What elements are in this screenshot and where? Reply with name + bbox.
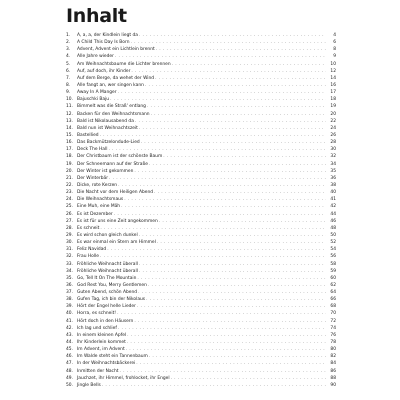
toc-dot-leader bbox=[100, 225, 326, 232]
toc-dot-leader bbox=[110, 96, 326, 103]
toc-entry-number: 34. bbox=[66, 268, 73, 274]
toc-entry bbox=[66, 218, 336, 225]
toc-dot-leader bbox=[145, 82, 326, 89]
toc-entry-number: 48. bbox=[66, 368, 73, 374]
toc-entry-page-number: 48 bbox=[330, 225, 336, 231]
toc-entry-page-number: 42 bbox=[330, 204, 336, 210]
toc-entry-number: 40. bbox=[66, 311, 73, 317]
toc-entry-title: Der Winterbär bbox=[77, 175, 109, 181]
toc-entry-title: Ich lag und schlief bbox=[77, 325, 117, 331]
toc-entry-page-number: 18 bbox=[330, 97, 336, 103]
toc-entry-page-number: 20 bbox=[330, 111, 336, 117]
toc-entry-title: Der Winter ist gekommen bbox=[77, 168, 134, 174]
toc-dot-leader bbox=[163, 153, 326, 160]
toc-entry-number: 24. bbox=[66, 197, 73, 203]
toc-entry bbox=[66, 175, 336, 182]
toc-entry-number: 39. bbox=[66, 304, 73, 310]
page-title: Inhalt bbox=[66, 5, 127, 27]
toc-entry-title: Fröhliche Weihnacht überall bbox=[77, 261, 138, 267]
toc-entry-title: In der Weihnachtsbäckerei bbox=[77, 361, 136, 367]
toc-dot-leader bbox=[118, 325, 326, 332]
toc-entry-number: 50. bbox=[66, 382, 73, 388]
toc-entry-title: A Child This Day Is Born bbox=[77, 40, 130, 46]
toc-entry-title: Alle Jahre wieder bbox=[77, 54, 114, 60]
toc-dot-leader bbox=[134, 168, 326, 175]
toc-entry-number: 44. bbox=[66, 340, 73, 346]
toc-dot-leader bbox=[171, 375, 326, 382]
toc-entry-page-number: 70 bbox=[330, 311, 336, 317]
toc-entry bbox=[66, 189, 336, 196]
toc-entry bbox=[66, 339, 336, 346]
toc-entry-number: 25. bbox=[66, 204, 73, 210]
toc-entry-title: Bald ist Nikolausabend da bbox=[77, 118, 134, 124]
toc-entry-number: 30. bbox=[66, 240, 73, 246]
toc-entry-number: 6. bbox=[66, 68, 71, 74]
toc-entry-page-number: 4 bbox=[333, 33, 336, 38]
toc-entry-page-number: 38 bbox=[330, 182, 336, 188]
toc-entry-page-number: 68 bbox=[330, 304, 336, 310]
toc-entry-page-number: 88 bbox=[330, 375, 336, 381]
toc-entry bbox=[66, 346, 336, 353]
toc-entry bbox=[66, 125, 336, 132]
toc-entry bbox=[66, 318, 336, 325]
toc-entry-title: Jauchzet, ihr Himmel, frohlocket, ihr Engel bbox=[77, 375, 170, 381]
toc-entry-page-number: 28 bbox=[330, 140, 336, 146]
toc-entry-page-number: 62 bbox=[330, 282, 336, 288]
toc-dot-leader bbox=[137, 275, 326, 282]
toc-entry-number: 45. bbox=[66, 347, 73, 353]
toc-entry-number: 26. bbox=[66, 211, 73, 217]
toc-entry-page-number: 40 bbox=[330, 190, 336, 196]
toc-entry-title: Bald nun ist Weihnachtszeit bbox=[77, 125, 138, 131]
toc-dot-leader bbox=[147, 103, 326, 110]
toc-entry-title: Hört der Engel helle Lieder bbox=[77, 304, 136, 310]
toc-entry-page-number: 64 bbox=[330, 290, 336, 296]
toc-entry-title: Im Advent, im Advent bbox=[77, 347, 125, 353]
toc-entry-title: Auf dem Berge, da wehet der Wind bbox=[77, 75, 155, 81]
toc-entry-number: 12. bbox=[66, 111, 73, 117]
toc-entry bbox=[66, 368, 336, 375]
toc-entry bbox=[66, 96, 336, 103]
toc-dot-leader bbox=[141, 139, 326, 146]
toc-entry-page-number: 80 bbox=[330, 347, 336, 353]
toc-entry bbox=[66, 68, 336, 75]
toc-entry-title: Das Backmützelondude-Lied bbox=[77, 140, 140, 146]
toc-entry-number: 47. bbox=[66, 361, 73, 367]
toc-entry-page-number: 72 bbox=[330, 318, 336, 324]
toc-entry bbox=[66, 332, 336, 339]
toc-entry bbox=[66, 303, 336, 310]
toc-entry bbox=[66, 353, 336, 360]
toc-entry-number: 37. bbox=[66, 290, 73, 296]
toc-entry-number: 3. bbox=[66, 47, 71, 53]
toc-dot-leader bbox=[149, 353, 326, 360]
toc-dot-leader bbox=[131, 39, 327, 46]
toc-entry bbox=[66, 53, 336, 60]
toc-dot-leader bbox=[136, 360, 326, 367]
toc-entry-number: 33. bbox=[66, 261, 73, 267]
toc-entry bbox=[66, 168, 336, 175]
toc-entry-number: 23. bbox=[66, 190, 73, 196]
toc-entry bbox=[66, 360, 336, 367]
toc-entry bbox=[66, 139, 336, 146]
toc-dot-leader bbox=[134, 318, 326, 325]
toc-entry-number: 32. bbox=[66, 254, 73, 260]
toc-entry bbox=[66, 375, 336, 382]
toc-entry-number: 22. bbox=[66, 182, 73, 188]
toc-dot-leader bbox=[118, 89, 326, 96]
toc-entry-page-number: 34 bbox=[330, 161, 336, 167]
toc-dot-leader bbox=[127, 332, 326, 339]
toc-entry bbox=[66, 161, 336, 168]
toc-entry-page-number: 14 bbox=[330, 75, 336, 81]
toc-entry bbox=[66, 289, 336, 296]
toc-entry-number: 36. bbox=[66, 282, 73, 288]
toc-dot-leader bbox=[157, 239, 326, 246]
toc-entry-title: Gufen Tag, ich bin der Nikolaus bbox=[77, 297, 146, 303]
toc-entry-page-number: 56 bbox=[330, 254, 336, 260]
toc-entry-title: Der Schneemann auf der Straße bbox=[77, 161, 148, 167]
toc-entry-title: Fröhliche Weihnacht überall bbox=[77, 268, 138, 274]
toc-entry-page-number: 84 bbox=[330, 361, 336, 367]
toc-entry-number: 49. bbox=[66, 375, 73, 381]
toc-entry-number: 27. bbox=[66, 218, 73, 224]
toc-entry-title: Away In A Manger bbox=[77, 90, 117, 96]
toc-entry bbox=[66, 382, 336, 389]
toc-entry-title: Inmitten der Nacht bbox=[77, 368, 119, 374]
toc-entry-page-number: 12 bbox=[330, 68, 336, 74]
toc-entry-title: God Rest You, Merry Gentlemen bbox=[77, 282, 147, 288]
toc-dot-leader bbox=[139, 268, 326, 275]
toc-entry-title: In einem kleinen Apfel bbox=[77, 332, 127, 338]
toc-entry-page-number: 41 bbox=[330, 197, 336, 203]
toc-dot-leader bbox=[107, 246, 326, 253]
toc-entry bbox=[66, 111, 336, 118]
toc-entry-number: 8. bbox=[66, 82, 71, 88]
toc-entry bbox=[66, 132, 336, 139]
toc-dot-leader bbox=[148, 282, 326, 289]
toc-dot-leader bbox=[126, 346, 326, 353]
toc-entry-title: Am Weihnachtsbaume die Lichter brennen bbox=[77, 61, 171, 67]
toc-entry-title: Dicke, rote Kerzen bbox=[77, 182, 118, 188]
toc-entry-page-number: 8 bbox=[333, 47, 336, 53]
toc-entry-title: Es schneit bbox=[77, 225, 100, 231]
toc-entry-page-number: 46 bbox=[330, 218, 336, 224]
toc-entry-page-number: 9 bbox=[333, 54, 336, 60]
toc-entry-title: Horra, es schneit! bbox=[77, 311, 117, 317]
toc-entry bbox=[66, 253, 336, 260]
toc-entry-title: Auf, auf doch, ihr Kinder bbox=[77, 68, 131, 74]
toc-entry bbox=[66, 182, 336, 189]
toc-entry-page-number: 10 bbox=[330, 61, 336, 67]
toc-entry-page-number: 60 bbox=[330, 275, 336, 281]
toc-entry-page-number: 86 bbox=[330, 368, 336, 374]
toc-entry-number: 14. bbox=[66, 125, 73, 131]
toc-entry bbox=[66, 275, 336, 282]
toc-entry-number: 5. bbox=[66, 61, 71, 67]
toc-entry-title: Der Christbaum ist der schönste Baum bbox=[77, 154, 163, 160]
toc-dot-leader bbox=[121, 203, 326, 210]
toc-entry-title: Alle fangt an, wer singen kann bbox=[77, 82, 144, 88]
toc-dot-leader bbox=[114, 211, 326, 218]
toc-dot-leader bbox=[146, 296, 326, 303]
toc-dot-leader bbox=[172, 61, 326, 68]
toc-entry bbox=[66, 153, 336, 160]
toc-entry-page-number: 36 bbox=[330, 175, 336, 181]
toc-entry-page-number: 32 bbox=[330, 154, 336, 160]
toc-entry-number: 20. bbox=[66, 168, 73, 174]
toc-dot-leader bbox=[124, 196, 326, 203]
toc-entry-title: Es ist Dezember bbox=[77, 211, 113, 217]
toc-dot-leader bbox=[138, 289, 326, 296]
toc-dot-leader bbox=[149, 161, 326, 168]
toc-dot-leader bbox=[118, 182, 326, 189]
toc-entry-title: Die Nacht vor dem Heiligen Abend bbox=[77, 190, 154, 196]
toc-entry-number: 19. bbox=[66, 161, 73, 167]
toc-dot-leader bbox=[154, 189, 326, 196]
toc-dot-leader bbox=[155, 75, 326, 82]
toc-dot-leader bbox=[100, 132, 326, 139]
toc-entry-number: 17. bbox=[66, 147, 73, 153]
toc-entry bbox=[66, 146, 336, 153]
toc-dot-leader bbox=[159, 218, 326, 225]
table-of-contents bbox=[66, 32, 336, 389]
toc-entry-page-number: 44 bbox=[330, 211, 336, 217]
toc-entry-page-number: 50 bbox=[330, 232, 336, 238]
toc-entry-number: 2. bbox=[66, 40, 71, 46]
toc-entry-title: Go, Tell It On The Mountain bbox=[77, 275, 137, 281]
toc-entry-page-number: 17 bbox=[330, 90, 336, 96]
toc-entry-number: 31. bbox=[66, 247, 73, 253]
toc-entry bbox=[66, 282, 336, 289]
toc-entry-title: Es war einmal ein Stern am Himmel bbox=[77, 240, 156, 246]
toc-entry-number: 1. bbox=[66, 33, 71, 38]
toc-dot-leader bbox=[137, 303, 326, 310]
toc-entry bbox=[66, 118, 336, 125]
toc-entry-number: 13. bbox=[66, 118, 73, 124]
toc-entry-number: 16. bbox=[66, 140, 73, 146]
toc-entry-page-number: 78 bbox=[330, 340, 336, 346]
toc-entry-page-number: 52 bbox=[330, 240, 336, 246]
toc-entry-title: Bimmelt was die Straß' entlang bbox=[77, 104, 146, 110]
toc-entry-number: 43. bbox=[66, 332, 73, 338]
toc-dot-leader bbox=[139, 32, 326, 39]
toc-entry-title: Eine Muh, eine Mäh bbox=[77, 204, 121, 210]
toc-entry-title: Bastellied bbox=[77, 132, 99, 138]
toc-entry bbox=[66, 203, 336, 210]
toc-dot-leader bbox=[117, 310, 326, 317]
toc-entry-title: Die Weihnachtsmaus bbox=[77, 197, 124, 203]
toc-entry-title: Guten Abend, schön Abend bbox=[77, 290, 138, 296]
toc-dot-leader bbox=[115, 53, 326, 60]
toc-entry-title: Backen für den Weihnachtsmann bbox=[77, 111, 150, 117]
toc-entry-number: 10. bbox=[66, 97, 73, 103]
toc-entry-page-number: 30 bbox=[330, 147, 336, 153]
toc-entry-page-number: 26 bbox=[330, 132, 336, 138]
toc-entry-number: 11. bbox=[66, 104, 73, 110]
toc-entry-page-number: 76 bbox=[330, 332, 336, 338]
toc-entry-title: Bajuschki Baju bbox=[77, 97, 110, 103]
toc-entry-number: 4. bbox=[66, 54, 71, 60]
toc-dot-leader bbox=[100, 253, 326, 260]
toc-entry-page-number: 24 bbox=[330, 125, 336, 131]
toc-entry-title: Es ist für uns eine Zeit angekommen bbox=[77, 218, 158, 224]
toc-entry-title: Jingle Bells bbox=[77, 382, 101, 388]
toc-dot-leader bbox=[108, 146, 326, 153]
toc-entry bbox=[66, 61, 336, 68]
toc-entry-number: 38. bbox=[66, 297, 73, 303]
toc-entry bbox=[66, 296, 336, 303]
toc-entry-number: 15. bbox=[66, 132, 73, 138]
toc-entry bbox=[66, 268, 336, 275]
toc-entry-number: 21. bbox=[66, 175, 73, 181]
toc-entry bbox=[66, 246, 336, 253]
toc-dot-leader bbox=[151, 111, 326, 118]
toc-entry bbox=[66, 310, 336, 317]
toc-entry bbox=[66, 82, 336, 89]
toc-entry-title: Ihr Kinderlein kommet bbox=[77, 340, 126, 346]
toc-entry bbox=[66, 89, 336, 96]
toc-entry-title: Hört doch in den Häusern bbox=[77, 318, 134, 324]
toc-dot-leader bbox=[139, 232, 326, 239]
toc-entry-number: 42. bbox=[66, 325, 73, 331]
toc-entry-page-number: 6 bbox=[333, 40, 336, 46]
toc-dot-leader bbox=[139, 261, 326, 268]
toc-entry bbox=[66, 46, 336, 53]
toc-dot-leader bbox=[109, 175, 326, 182]
toc-entry-number: 28. bbox=[66, 225, 73, 231]
toc-entry-page-number: 66 bbox=[330, 297, 336, 303]
toc-entry-title: Es wird schon gleich dunkel bbox=[77, 232, 138, 238]
toc-dot-leader bbox=[119, 368, 326, 375]
toc-dot-leader bbox=[135, 118, 326, 125]
toc-entry-page-number: 90 bbox=[330, 382, 336, 388]
toc-entry-title: Deck The Hall bbox=[77, 147, 108, 153]
toc-dot-leader bbox=[156, 46, 326, 53]
toc-entry-number: 9. bbox=[66, 90, 71, 96]
toc-entry-page-number: 58 bbox=[330, 261, 336, 267]
toc-entry bbox=[66, 232, 336, 239]
toc-entry-number: 29. bbox=[66, 232, 73, 238]
toc-entry bbox=[66, 196, 336, 203]
toc-entry-page-number: 54 bbox=[330, 247, 336, 253]
toc-entry bbox=[66, 39, 336, 46]
toc-entry-page-number: 16 bbox=[330, 82, 336, 88]
toc-entry-number: 18. bbox=[66, 154, 73, 160]
toc-entry-page-number: 35 bbox=[330, 168, 336, 174]
toc-entry-page-number: 22 bbox=[330, 118, 336, 124]
toc-entry-title: Advent, Advent ein Lichtlein brennt bbox=[77, 47, 155, 53]
toc-entry-page-number: 59 bbox=[330, 268, 336, 274]
toc-dot-leader bbox=[131, 68, 326, 75]
toc-entry-page-number: 19 bbox=[330, 104, 336, 110]
toc-entry-number: 35. bbox=[66, 275, 73, 281]
toc-dot-leader bbox=[139, 125, 326, 132]
toc-entry-title: Im Walde steht ein Tannenbaum bbox=[77, 354, 148, 360]
toc-entry-title: A, a, a, der Kindlein liegt da bbox=[77, 33, 138, 38]
toc-entry bbox=[66, 103, 336, 110]
toc-entry-number: 7. bbox=[66, 75, 71, 81]
toc-entry bbox=[66, 325, 336, 332]
toc-entry-page-number: 74 bbox=[330, 325, 336, 331]
toc-entry-number: 41. bbox=[66, 318, 73, 324]
toc-dot-leader bbox=[102, 382, 326, 389]
toc-entry-title: Frau Holle bbox=[77, 254, 100, 260]
toc-entry-number: 46. bbox=[66, 354, 73, 360]
toc-entry bbox=[66, 75, 336, 82]
toc-dot-leader bbox=[127, 339, 326, 346]
toc-entry bbox=[66, 239, 336, 246]
toc-entry bbox=[66, 32, 336, 39]
toc-entry bbox=[66, 211, 336, 218]
toc-entry-page-number: 82 bbox=[330, 354, 336, 360]
toc-entry bbox=[66, 225, 336, 232]
toc-entry-title: Feliz Navidad bbox=[77, 247, 107, 253]
toc-entry bbox=[66, 261, 336, 268]
